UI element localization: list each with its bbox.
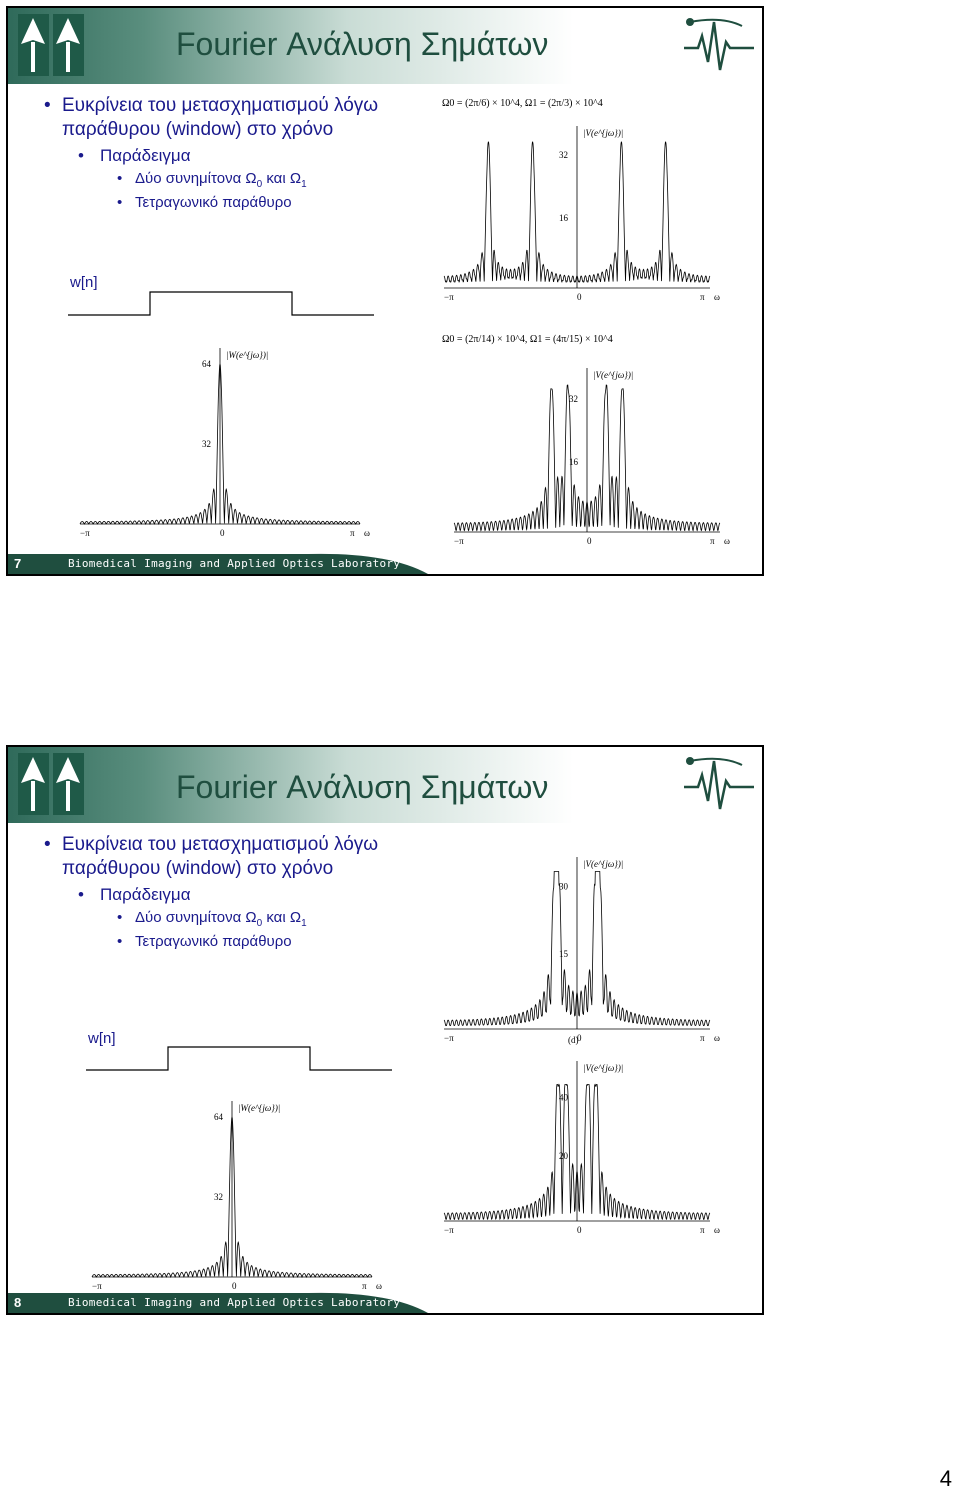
bullet-rect-window: • Τετραγωνικό παράθυρο (40, 194, 400, 211)
svg-text:40: 40 (559, 1092, 568, 1103)
svg-text:0: 0 (587, 536, 592, 546)
svg-text:−π: −π (454, 536, 464, 546)
svg-text:32: 32 (569, 394, 578, 404)
svg-text:ω: ω (714, 1225, 720, 1235)
svg-text:16: 16 (559, 213, 568, 223)
slide-7 (6, 6, 764, 576)
svg-text:π: π (362, 1281, 367, 1289)
slide-title: Fourier Ανάλυση Σημάτων (176, 769, 549, 805)
svg-text:ω: ω (714, 292, 720, 302)
rect-window-plot (68, 290, 378, 320)
slide-title: Fourier Ανάλυση Σημάτων (176, 26, 549, 62)
university-logo (18, 14, 84, 76)
svg-text:π: π (700, 1225, 705, 1235)
svg-text:20: 20 (559, 1151, 568, 1161)
bullet-two-cosines: • Δύο συνημίτονα $\Omega_0$ και $\Omega_1$ (40, 170, 400, 190)
window-label: w[n] (88, 1030, 116, 1047)
svg-text:π: π (700, 1033, 705, 1043)
page-number: 4 (939, 1466, 952, 1491)
svg-text:π: π (700, 292, 705, 302)
plot-caption: Ω0 = (2π/6) × 10^4, Ω1 = (2π/3) × 10^4 (442, 98, 603, 109)
svg-text:32: 32 (202, 439, 211, 449)
svg-text:0: 0 (577, 1225, 582, 1235)
svg-text:ω: ω (376, 1281, 382, 1289)
svg-text:−π: −π (444, 1033, 454, 1043)
svg-text:32: 32 (559, 150, 568, 160)
svg-text:−π: −π (444, 292, 454, 302)
bullet-list (40, 833, 400, 950)
plot-d-label: (d) (568, 1035, 579, 1045)
lab-logo (682, 751, 756, 817)
spectrum-plot-b (434, 328, 744, 558)
svg-text:π: π (350, 528, 355, 536)
svg-text:30: 30 (559, 881, 568, 892)
window-spectrum-plot (70, 338, 380, 536)
slide-number: 7 (14, 556, 22, 571)
bullet-example: • Παράδειγμα (40, 885, 400, 905)
svg-text:ω: ω (364, 528, 370, 536)
svg-text:ω: ω (724, 536, 730, 546)
slide-8 (6, 745, 764, 1315)
svg-text:|V(e^{jω})|: |V(e^{jω})| (583, 128, 624, 138)
bullet-main: • Ευκρίνεια του μετασχηματισμού λόγω παράθυρου (window) στο χρόνο (40, 94, 400, 142)
svg-text:0: 0 (220, 528, 225, 536)
svg-text:|V(e^{jω})|: |V(e^{jω})| (583, 859, 624, 869)
svg-text:|V(e^{jω})|: |V(e^{jω})| (583, 1063, 624, 1073)
bullet-example: • Παράδειγμα (40, 146, 400, 166)
svg-text:ω: ω (714, 1033, 720, 1043)
svg-text:64: 64 (214, 1112, 223, 1122)
spectrum-plot-a (434, 94, 730, 314)
svg-text:0: 0 (232, 1281, 237, 1289)
footer-lab-name: Biomedical Imaging and Applied Optics Laboratory (68, 1296, 401, 1309)
bullet-list (40, 94, 400, 211)
spectrum-plot-e (434, 1053, 730, 1239)
window-label: w[n] (70, 274, 98, 291)
svg-text:−π: −π (80, 528, 90, 536)
footer-lab-name: Biomedical Imaging and Applied Optics Laboratory (68, 557, 401, 570)
bullet-main: • Ευκρίνεια του μετασχηματισμού λόγω παράθυρου (window) στο χρόνο (40, 833, 400, 881)
svg-text:−π: −π (92, 1281, 102, 1289)
svg-text:0: 0 (577, 292, 582, 302)
slide-number: 8 (14, 1295, 22, 1310)
spectrum-plot-d (434, 851, 730, 1047)
university-logo (18, 753, 84, 815)
svg-text:−π: −π (444, 1225, 454, 1235)
svg-text:|V(e^{jω})|: |V(e^{jω})| (593, 370, 634, 380)
svg-text:16: 16 (569, 457, 578, 467)
svg-text:32: 32 (214, 1192, 223, 1202)
window-spectrum-plot (82, 1091, 392, 1289)
svg-text:15: 15 (559, 949, 568, 959)
bullet-rect-window: • Τετραγωνικό παράθυρο (40, 933, 400, 950)
svg-text:0: 0 (577, 1033, 582, 1043)
plot-caption: Ω0 = (2π/14) × 10^4, Ω1 = (4π/15) × 10^4 (442, 334, 613, 345)
rect-window-plot (86, 1045, 396, 1075)
bullet-two-cosines: • Δύο συνημίτονα $\Omega_0$ και $\Omega_1$ (40, 909, 400, 929)
svg-text:π: π (710, 536, 715, 546)
svg-text:|W(e^{jω})|: |W(e^{jω})| (226, 350, 269, 360)
svg-text:|W(e^{jω})|: |W(e^{jω})| (238, 1103, 281, 1113)
lab-logo (682, 12, 756, 78)
svg-text:64: 64 (202, 359, 211, 369)
